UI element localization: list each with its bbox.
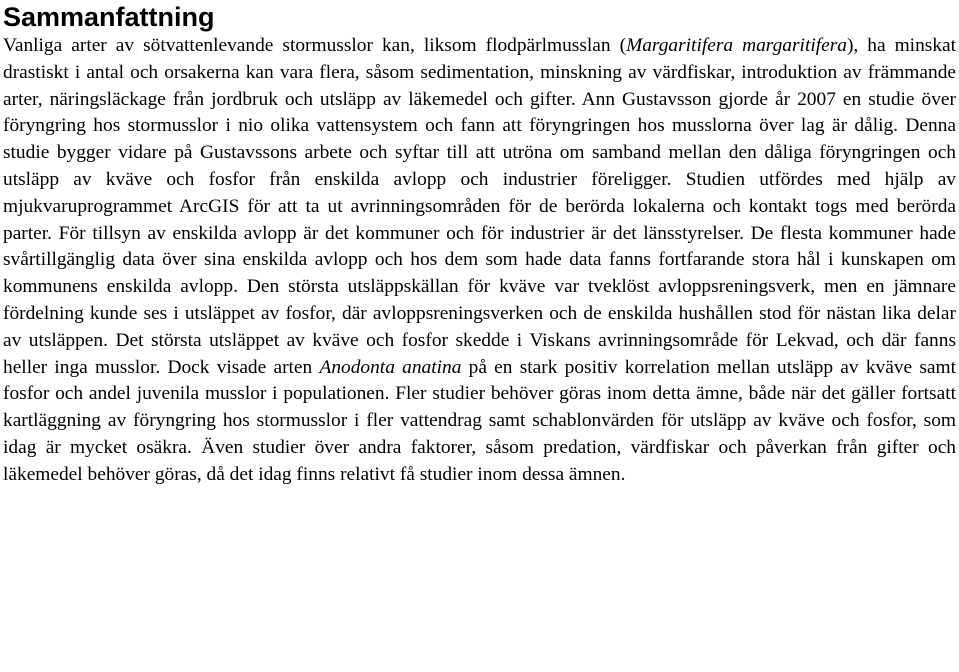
- summary-text-part-3: på en stark positiv korrelation mellan utsläpp av kväve samt fosfor och andel juvenila musslor i populationen. Fler studier behöver göras inom detta ämne, både när det gäller fortsatt kartläggning av föryngring hos stormusslor i fler vattendrag samt schablonvärden för utsläpp av kväve och fosfor, som idag är mycket osäkra. Även studier över andra faktorer, såsom predation, värdfiskar och påverkan från gifter och läkemedel behöver göras, då det idag finns relativt få studier inom dessa ämnen.: [3, 356, 957, 485]
- summary-text-part-1: Vanliga arter av sötvattenlevande stormusslor kan, liksom flodpärlmusslan (: [3, 35, 627, 56]
- summary-heading: Sammanfattning: [3, 2, 215, 32]
- species-name-margaritifera: Margaritifera margaritifera: [626, 35, 847, 56]
- summary-text-part-2: ), ha minskat drastiskt i antal och orsakerna kan vara flera, såsom sedimentation, minskning av värdfiskar, introduktion av främmande arter, näringsläckage från jordbruk och utsläpp av läkemedel och gifter. Ann Gustavsson gjorde år 2007 en studie över föryngring hos stormusslor i nio olika vattensystem och fann att föryngringen hos musslorna över lag är dålig. Denna studie bygger vidare på Gustavssons arbete och syftar till att utröna om samband mellan den dåliga föryngringen och utsläpp av kväve och fosfor från enskilda avlopp och industrier föreligger. Studien utfördes med hjälp av mjukvaruprogrammet ArcGIS för att ta ut avrinningsområden för de berörda lokalerna och kontakt togs med berörda parter. För tillsyn av enskilda avlopp är det kommuner och för industrier är det länsstyrelser. De flesta kommuner hade svårtillgänglig data över sina enskilda avlopp och hos dem som hade data fanns fortfarande stora hål i kunskapen om kommunens enskilda avlopp. Den största utsläppskällan för kväve var tveklöst avloppsreningsverk, men en jämnare fördelning kunde ses i utsläppet av fosfor, där avloppsreningsverken och de enskilda hushållen stod för nästan lika delar av utsläppen. Det största utsläppet av kväve och fosfor skedde i Viskans avrinningsområde för Lekvad, och där fanns heller inga musslor. Dock visade arten: [3, 35, 957, 378]
- species-name-anodonta: Anodonta anatina: [319, 356, 462, 378]
- summary-paragraph: [3, 33, 956, 489]
